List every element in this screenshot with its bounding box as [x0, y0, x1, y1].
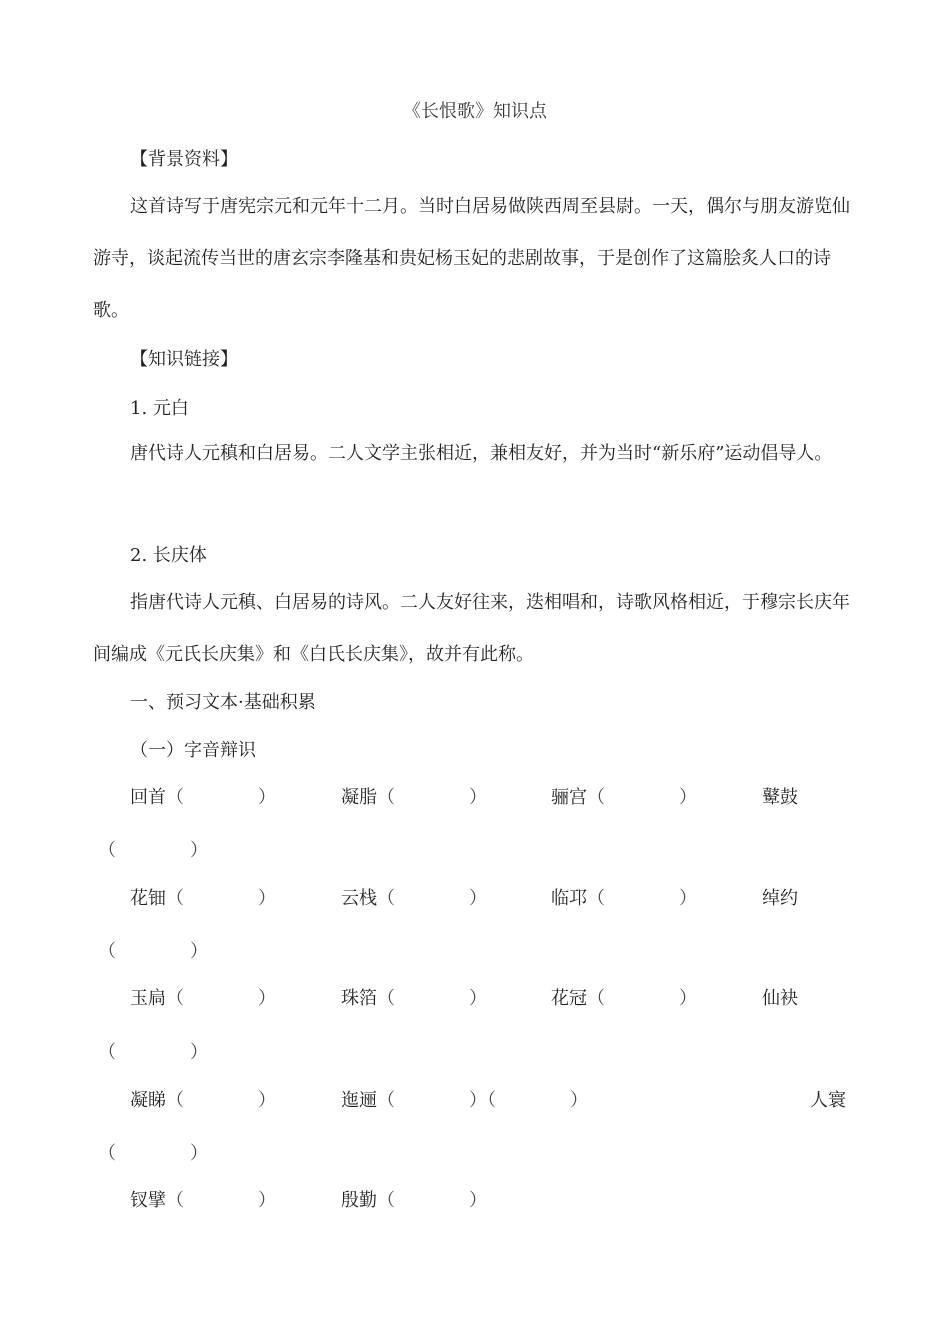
background-paragraph [93, 181, 863, 337]
word-item: 迤逦（ ）（ ） [341, 1090, 588, 1111]
word-item: 骊宫（ ） [551, 787, 697, 808]
word-item: 珠箔（ ） [341, 988, 487, 1009]
word-row-5 [0, 1188, 950, 1218]
word-item: 钗擘（ ） [130, 1190, 276, 1211]
word-item: 绰约 [762, 888, 798, 909]
section1-heading: 一、预习文本·基础积累 [130, 692, 316, 713]
word-item: 云栈（ ） [341, 888, 487, 909]
word-item: 花冠（ ） [551, 988, 697, 1009]
word-row-4 [0, 1088, 950, 1118]
word-item: 殷勤（ ） [341, 1190, 487, 1211]
word-item: 鼙鼓 [762, 787, 798, 808]
word-item: 花钿（ ） [130, 888, 276, 909]
section1-subheading: （一）字音辩识 [130, 740, 256, 761]
word-row-3 [0, 986, 950, 1016]
word-item: 仙袂 [762, 988, 798, 1009]
knowledge-item-2-text: 指唐代诗人元稹、白居易的诗风。二人友好往来，迭相唱和，诗歌风格相近，于穆宗长庆年间编成《元氏长庆集》和《白氏长庆集》，故并有此称。 [93, 592, 850, 665]
background-text: 这首诗写于唐宪宗元和元年十二月。当时白居易做陕西周至县尉。一天，偶尔与朋友游览仙游寺，谈起流传当世的唐玄宗李隆基和贵妃杨玉妃的悲剧故事，于是创作了这篇脍炙人口的诗歌。 [93, 196, 850, 321]
knowledge-heading: 【知识链接】 [130, 349, 238, 370]
word-row-1 [0, 785, 950, 815]
background-heading: 【背景资料】 [130, 149, 238, 170]
knowledge-item-1-paragraph [93, 428, 863, 480]
word-item: 临邛（ ） [551, 888, 697, 909]
word-row-2-wrap [0, 939, 950, 969]
word-item: 凝睇（ ） [130, 1090, 276, 1111]
word-row-2 [0, 886, 950, 916]
page-title: 《长恨歌》知识点 [403, 101, 547, 122]
word-row-3-wrap [0, 1040, 950, 1070]
word-item-continued: （ ） [98, 1042, 208, 1063]
word-item-continued: （ ） [98, 941, 208, 962]
word-row-4-wrap [0, 1141, 950, 1171]
knowledge-item-1-label: 1. 元白 [130, 398, 189, 419]
word-row-1-wrap [0, 838, 950, 868]
word-item-continued: （ ） [98, 1143, 208, 1164]
word-item: 凝脂（ ） [341, 787, 487, 808]
knowledge-item-1-text: 唐代诗人元稹和白居易。二人文学主张相近，兼相友好，并为当时“新乐府”运动倡导人。 [130, 443, 833, 464]
knowledge-item-2-paragraph [93, 577, 863, 681]
word-item: 人寰 [810, 1090, 846, 1111]
word-item: 玉扃（ ） [130, 988, 276, 1009]
knowledge-item-2-label: 2. 长庆体 [130, 545, 207, 566]
word-item-continued: （ ） [98, 840, 208, 861]
word-item: 回首（ ） [130, 787, 276, 808]
